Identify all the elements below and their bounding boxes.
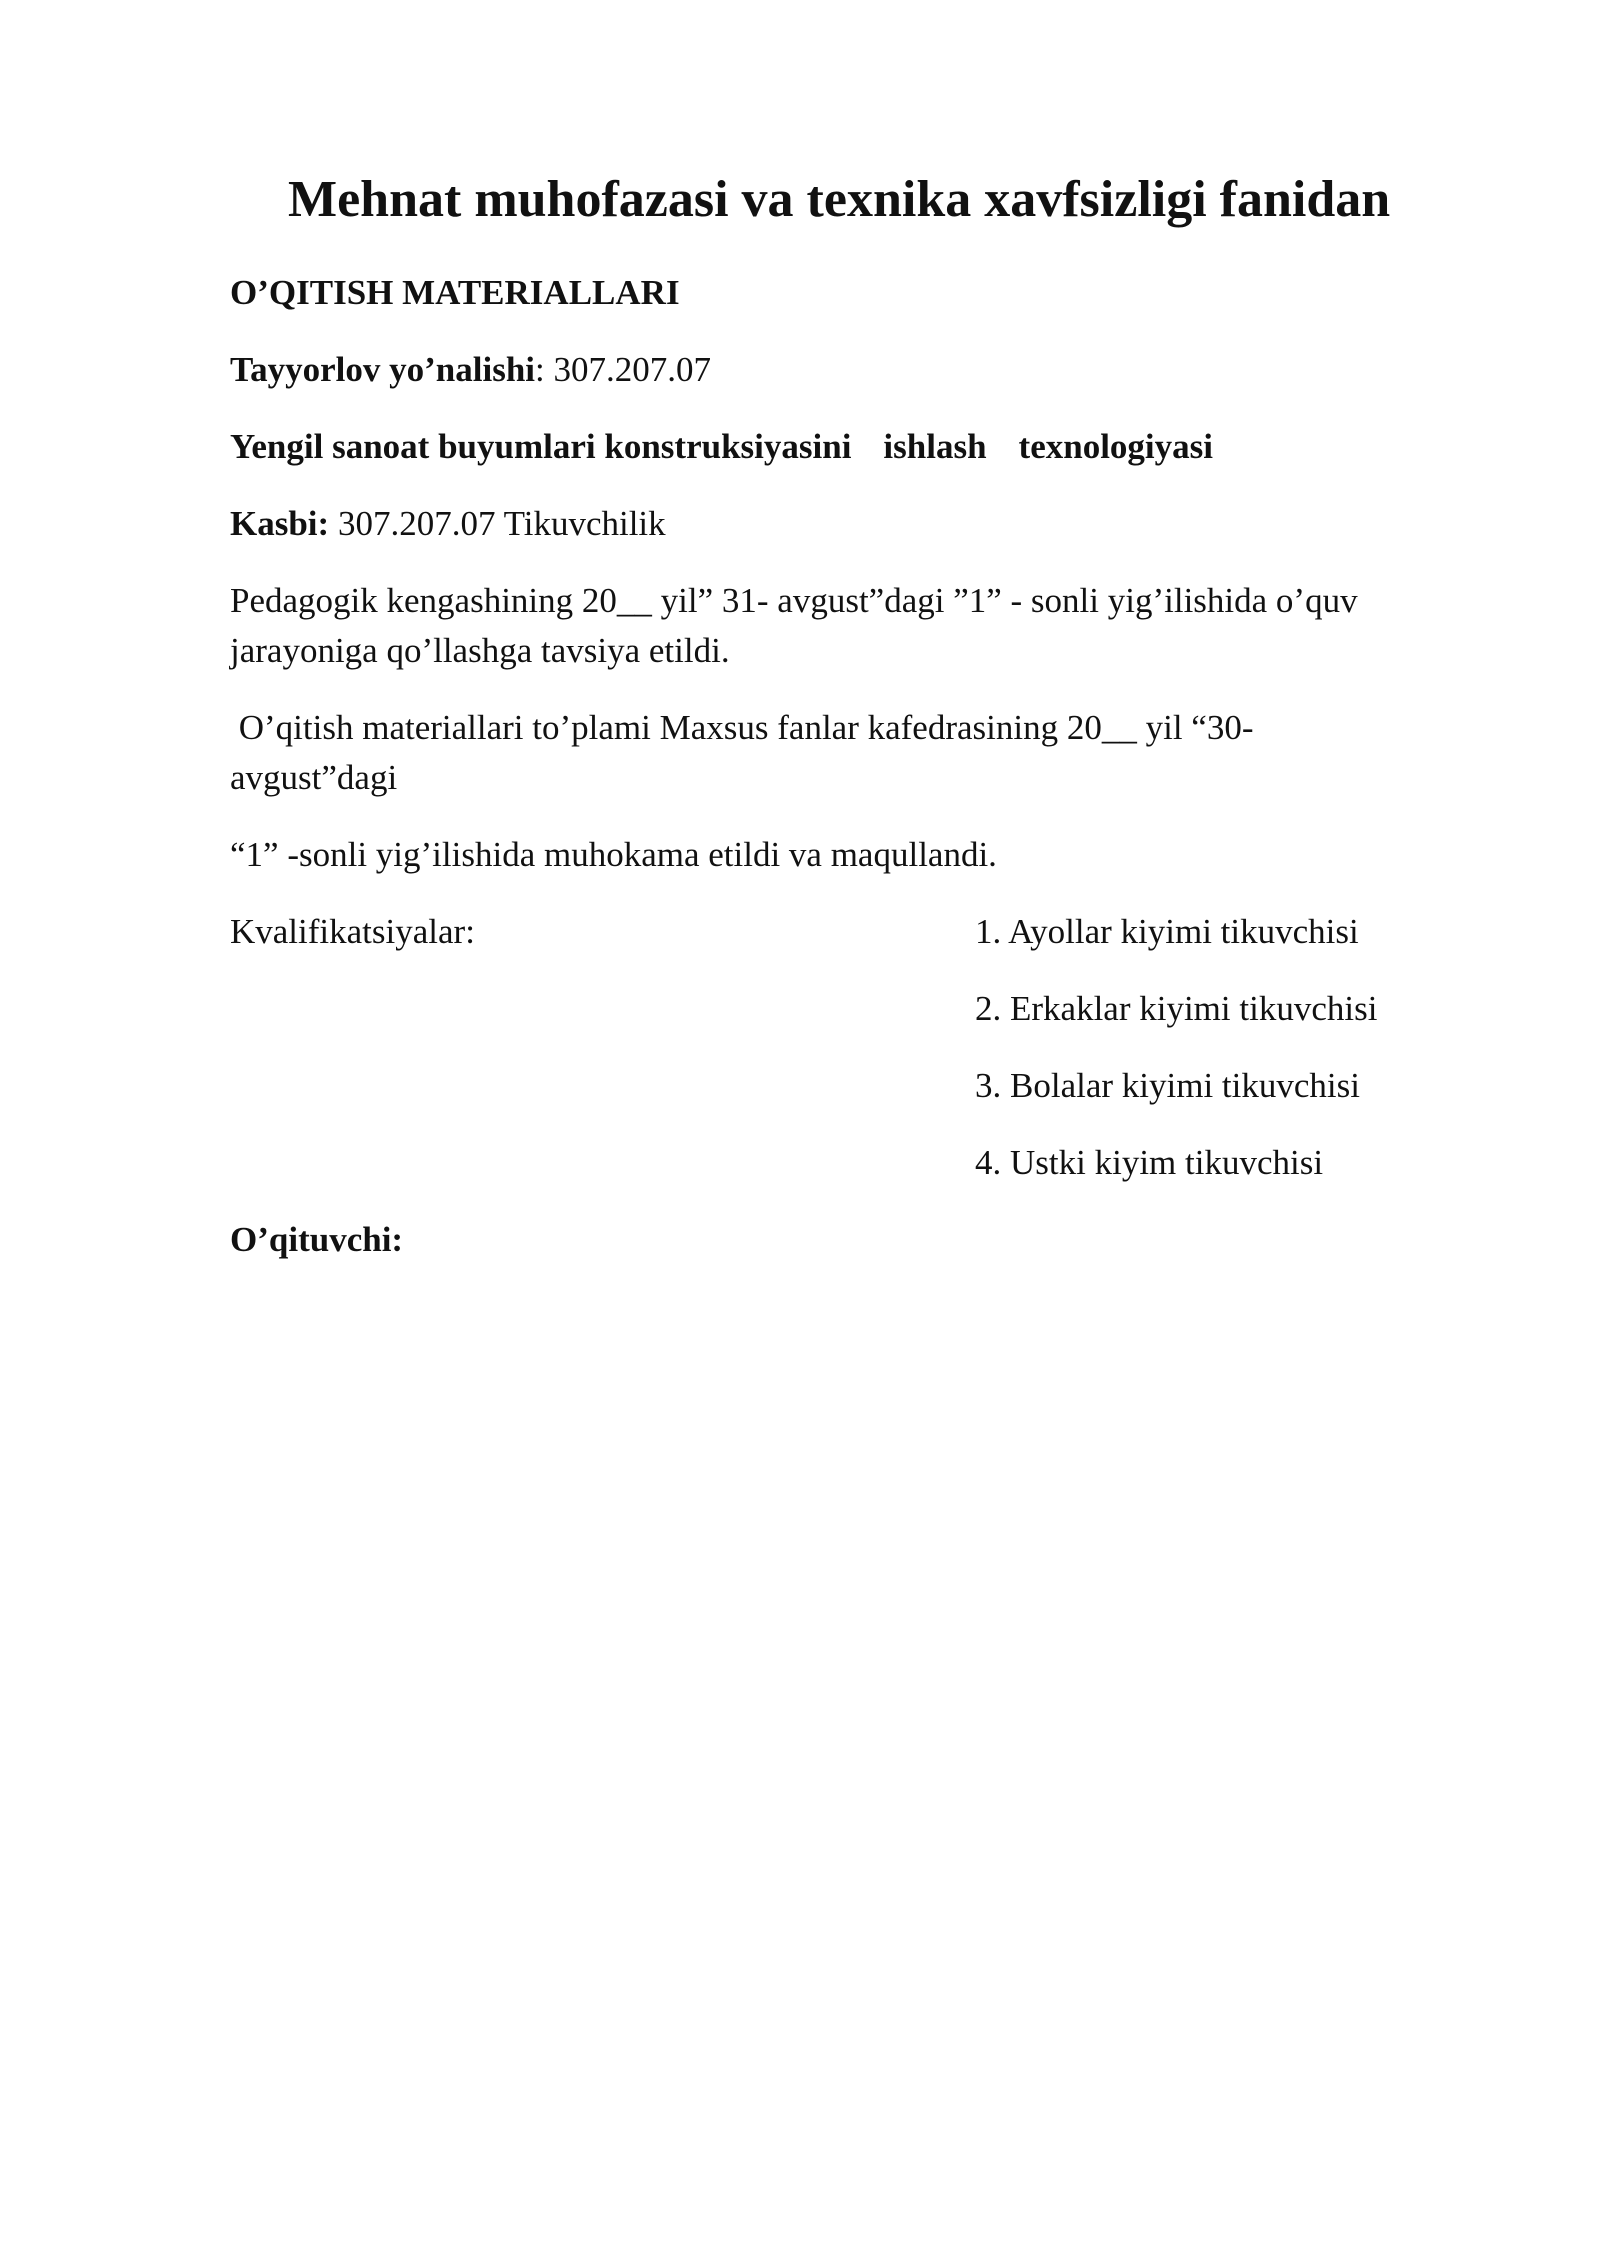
specialty-part1: Yengil sanoat buyumlari konstruksiyasini <box>230 427 852 466</box>
collection-line-2: avgust”dagi <box>230 758 398 797</box>
direction-value: 307.207.07 <box>553 350 712 389</box>
direction-line <box>230 345 711 395</box>
discussion-line: “1” -sonli yig’ilishida muhokama etildi va maqullandi. <box>230 835 997 874</box>
qualification-item: 3. Bolalar kiyimi tikuvchisi <box>975 1066 1360 1105</box>
direction-label: Tayyorlov yo’nalishi <box>230 350 536 389</box>
specialty-line <box>230 422 1213 472</box>
specialty-part2: ishlash <box>883 427 987 466</box>
qualification-item: 1. Ayollar kiyimi tikuvchisi <box>975 912 1359 951</box>
profession-line <box>230 499 666 549</box>
direction-colon: : <box>535 350 545 389</box>
collection-line-1: O’qitish materiallari to’plami Maxsus fanlar kafedrasining 20__ yil “30- <box>230 708 1254 747</box>
qualification-item: 4. Ustki kiyim tikuvchisi <box>975 1143 1324 1182</box>
qualifications-label: Kvalifikatsiyalar: <box>230 912 475 951</box>
document-subtitle: O’QITISH MATERIALLARI <box>230 273 680 312</box>
specialty-part3: texnologiyasi <box>1018 427 1213 466</box>
profession-label: Kasbi: <box>230 504 330 543</box>
pedagogical-council-paragraph: Pedagogik kengashining 20__ yil” 31- avgust”dagi ”1” - sonli yig’ilishida o’quv jarayoniga qo’llashga tavsiya etildi. <box>230 581 1358 670</box>
document-title: Mehnat muhofazasi va texnika xavfsizligi fanidan <box>288 171 1391 228</box>
teacher-label: O’qituvchi: <box>230 1220 404 1259</box>
qualification-item: 2. Erkaklar kiyimi tikuvchisi <box>975 989 1378 1028</box>
profession-value: 307.207.07 Tikuvchilik <box>337 504 666 543</box>
